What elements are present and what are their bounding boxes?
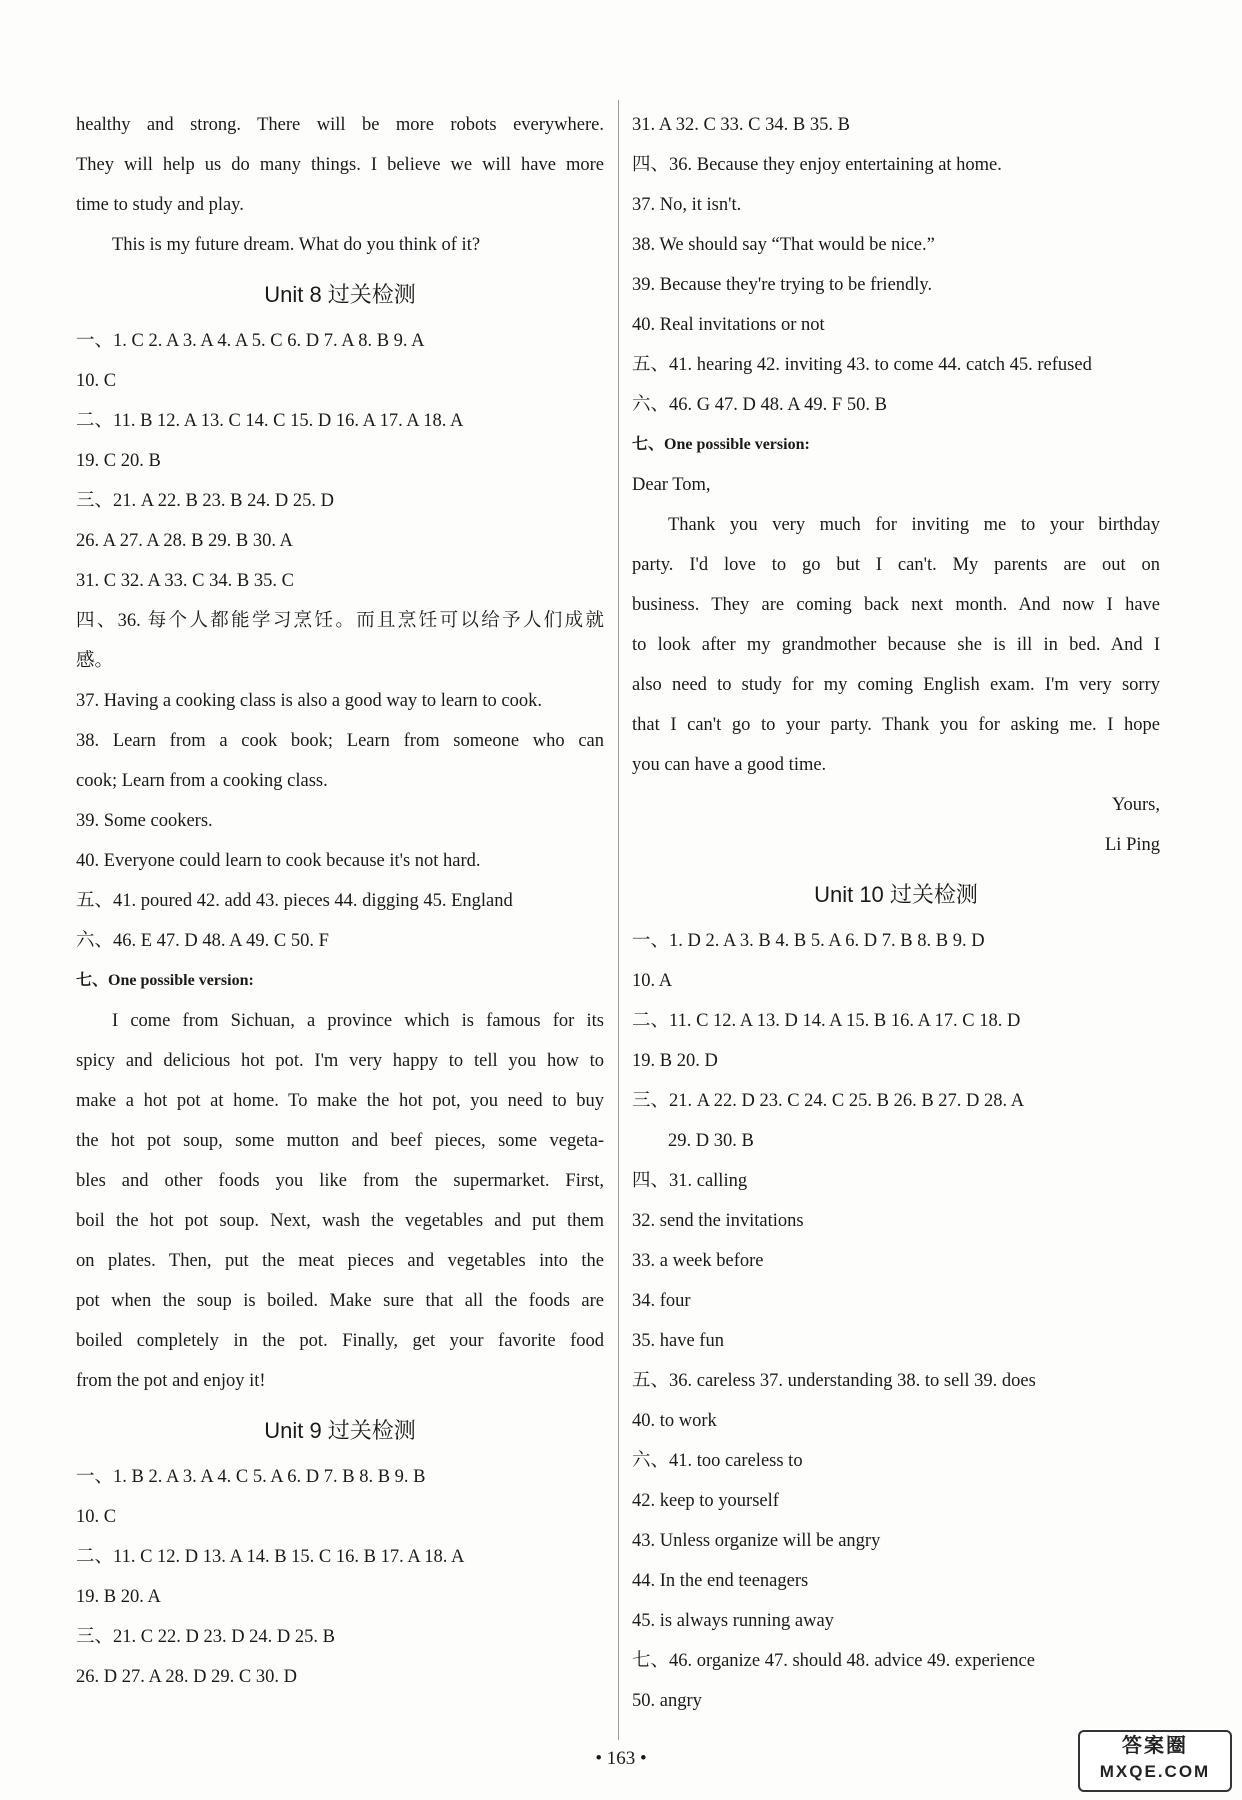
essay-line: They will help us do many things. I believe we will have more bbox=[76, 155, 604, 175]
section-heading: 七、One possible version: bbox=[632, 436, 810, 453]
answer-line: 43. Unless organize will be angry bbox=[632, 1531, 881, 1551]
answer-line: 二、11. C 12. D 13. A 14. B 15. C 16. B 17. A 18. A bbox=[76, 1547, 465, 1567]
answer-line: 四、36. 每个人都能学习烹饪。而且烹饪可以给予人们成就 bbox=[76, 611, 604, 631]
letter-signature: Li Ping bbox=[1105, 835, 1160, 855]
essay-line: time to study and play. bbox=[76, 195, 244, 215]
watermark-text: 答案圈 bbox=[1122, 1735, 1188, 1757]
answer-line: 六、46. E 47. D 48. A 49. C 50. F bbox=[76, 931, 329, 951]
essay-line: make a hot pot at home. To make the hot pot, you need to buy bbox=[76, 1091, 604, 1111]
answer-line: 29. D 30. B bbox=[668, 1131, 754, 1151]
essay-line: boil the hot pot soup. Next, wash the vegetables and put them bbox=[76, 1211, 604, 1231]
letter-line: that I can't go to your party. Thank you for asking me. I hope bbox=[632, 715, 1160, 735]
letter-line: to look after my grandmother because she is ill in bed. And I bbox=[632, 635, 1160, 655]
answer-line: 31. C 32. A 33. C 34. B 35. C bbox=[76, 571, 294, 591]
answer-line: 26. D 27. A 28. D 29. C 30. D bbox=[76, 1667, 297, 1687]
letter-line: you can have a good time. bbox=[632, 755, 827, 775]
essay-line: spicy and delicious hot pot. I'm very happy to tell you how to bbox=[76, 1051, 604, 1071]
answer-line: 三、21. A 22. B 23. B 24. D 25. D bbox=[76, 491, 334, 511]
page-number: • 163 • bbox=[595, 1748, 647, 1769]
watermark-logo bbox=[1078, 1730, 1232, 1792]
answer-line: 35. have fun bbox=[632, 1331, 724, 1351]
answer-line: 40. Real invitations or not bbox=[632, 315, 825, 335]
answer-line: 五、36. careless 37. understanding 38. to sell 39. does bbox=[632, 1371, 1036, 1391]
answer-line: cook; Learn from a cooking class. bbox=[76, 771, 328, 791]
answer-line: 一、1. B 2. A 3. A 4. C 5. A 6. D 7. B 8. B 9. B bbox=[76, 1467, 426, 1487]
essay-line: I come from Sichuan, a province which is famous for its bbox=[112, 1011, 604, 1031]
answer-line: 一、1. D 2. A 3. B 4. B 5. A 6. D 7. B 8. B 9. D bbox=[632, 931, 985, 951]
unit9-title: Unit 9 过关检测 bbox=[264, 1418, 416, 1443]
essay-line: boiled completely in the pot. Finally, get your favorite food bbox=[76, 1331, 604, 1351]
answer-line: 42. keep to yourself bbox=[632, 1491, 779, 1511]
answer-line: 50. angry bbox=[632, 1691, 702, 1711]
letter-closing: Yours, bbox=[1112, 795, 1160, 815]
answer-line: 二、11. B 12. A 13. C 14. C 15. D 16. A 17. A 18. A bbox=[76, 411, 464, 431]
answer-line: 39. Some cookers. bbox=[76, 811, 213, 831]
answer-line: 40. to work bbox=[632, 1411, 717, 1431]
letter-line: Thank you very much for inviting me to your birthday bbox=[668, 515, 1160, 535]
answer-line: 31. A 32. C 33. C 34. B 35. B bbox=[632, 115, 850, 135]
essay-line: This is my future dream. What do you think of it? bbox=[112, 235, 481, 255]
unit10-title: Unit 10 过关检测 bbox=[814, 882, 978, 907]
essay-line: the hot pot soup, some mutton and beef pieces, some vegeta- bbox=[76, 1131, 604, 1151]
unit8-title: Unit 8 过关检测 bbox=[264, 282, 416, 307]
column-divider bbox=[618, 100, 619, 1740]
answer-line: 40. Everyone could learn to cook because it's not hard. bbox=[76, 851, 481, 871]
letter-line: also need to study for my coming English exam. I'm very sorry bbox=[632, 675, 1160, 695]
answer-line: 10. C bbox=[76, 1507, 117, 1527]
answer-line: 32. send the invitations bbox=[632, 1211, 804, 1231]
essay-line: healthy and strong. There will be more robots everywhere. bbox=[76, 115, 604, 135]
essay-line: from the pot and enjoy it! bbox=[76, 1371, 266, 1391]
answer-line: 19. B 20. D bbox=[632, 1051, 718, 1071]
answer-line: 四、31. calling bbox=[632, 1171, 748, 1191]
letter-line: business. They are coming back next month. And now I have bbox=[632, 595, 1160, 615]
letter-line: party. I'd love to go but I can't. My parents are out on bbox=[632, 555, 1160, 575]
letter-greeting: Dear Tom, bbox=[632, 475, 711, 495]
answer-line: 10. A bbox=[632, 971, 673, 991]
left-column bbox=[76, 105, 604, 1697]
answer-line: 38. Learn from a cook book; Learn from someone who can bbox=[76, 731, 604, 751]
answer-line: 四、36. Because they enjoy entertaining at home. bbox=[632, 155, 1002, 175]
answer-line: 26. A 27. A 28. B 29. B 30. A bbox=[76, 531, 293, 551]
answer-line: 34. four bbox=[632, 1291, 691, 1311]
answer-line: 三、21. C 22. D 23. D 24. D 25. B bbox=[76, 1627, 336, 1647]
essay-line: pot when the soup is boiled. Make sure that all the foods are bbox=[76, 1291, 604, 1311]
answer-line: 44. In the end teenagers bbox=[632, 1571, 809, 1591]
answer-line: 六、41. too careless to bbox=[632, 1451, 803, 1471]
right-column bbox=[632, 105, 1160, 1721]
section-heading: 七、One possible version: bbox=[76, 972, 254, 989]
answer-line: 五、41. hearing 42. inviting 43. to come 44. catch 45. refused bbox=[632, 355, 1092, 375]
answer-line: 二、11. C 12. A 13. D 14. A 15. B 16. A 17. C 18. D bbox=[632, 1011, 1021, 1031]
answer-line: 10. C bbox=[76, 371, 117, 391]
answer-line: 六、46. G 47. D 48. A 49. F 50. B bbox=[632, 395, 887, 415]
answer-line: 37. No, it isn't. bbox=[632, 195, 742, 215]
watermark-url: MXQE.COM bbox=[1099, 1762, 1211, 1781]
answer-line: 38. We should say “That would be nice.” bbox=[632, 235, 935, 255]
answer-line: 45. is always running away bbox=[632, 1611, 834, 1631]
answer-line: 19. C 20. B bbox=[76, 451, 161, 471]
answer-line: 33. a week before bbox=[632, 1251, 764, 1271]
answer-line: 一、1. C 2. A 3. A 4. A 5. C 6. D 7. A 8. B 9. A bbox=[76, 331, 425, 351]
essay-line: on plates. Then, put the meat pieces and vegetables into the bbox=[76, 1251, 604, 1271]
answer-line: 感。 bbox=[76, 651, 114, 671]
answer-line: 五、41. poured 42. add 43. pieces 44. digging 45. England bbox=[76, 891, 513, 911]
answer-line: 19. B 20. A bbox=[76, 1587, 161, 1607]
answer-line: 37. Having a cooking class is also a good way to learn to cook. bbox=[76, 691, 542, 711]
answer-line: 39. Because they're trying to be friendly. bbox=[632, 275, 933, 295]
answer-line: 三、21. A 22. D 23. C 24. C 25. B 26. B 27. D 28. A bbox=[632, 1091, 1025, 1111]
essay-line: bles and other foods you like from the supermarket. First, bbox=[76, 1171, 604, 1191]
answer-line: 七、46. organize 47. should 48. advice 49. experience bbox=[632, 1651, 1035, 1671]
